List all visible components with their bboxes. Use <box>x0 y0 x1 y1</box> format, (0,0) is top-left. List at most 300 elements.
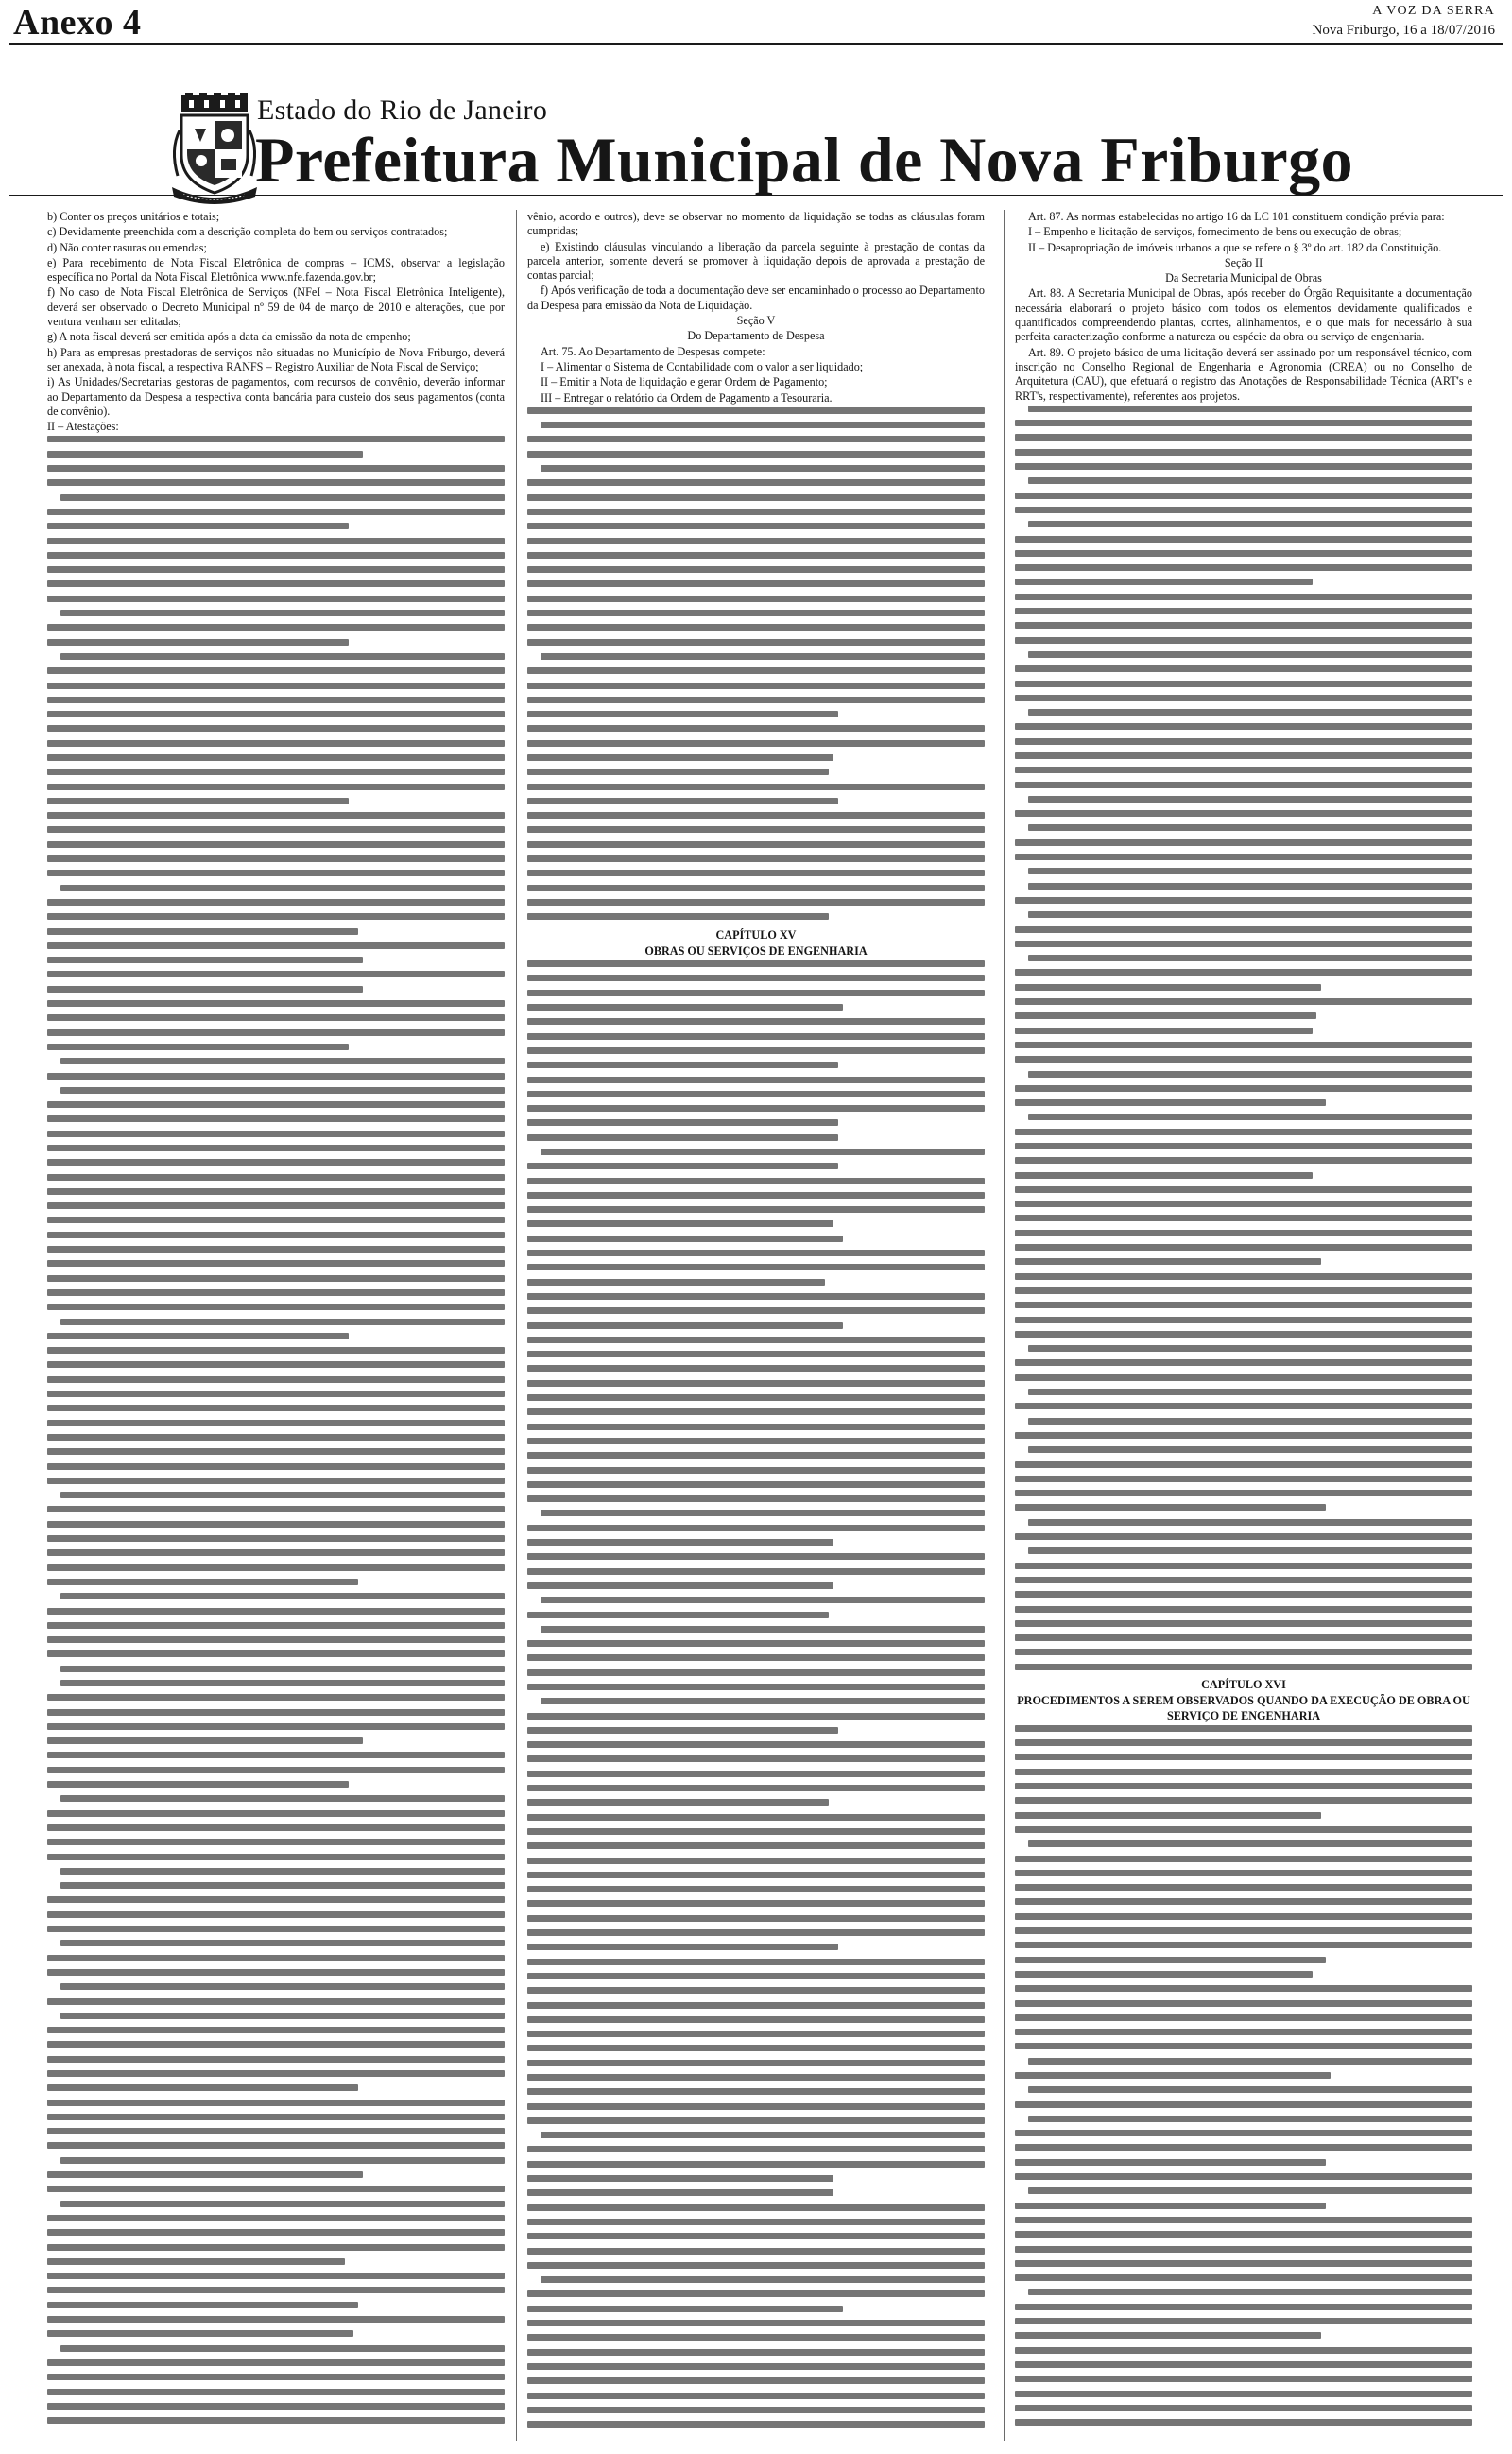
text-line <box>527 2377 985 2384</box>
text-line <box>47 1246 505 1253</box>
chapter-title: OBRAS OU SERVIÇOS DE ENGENHARIA <box>644 943 868 958</box>
text-line <box>1028 2116 1472 2122</box>
text-line <box>47 1232 505 1238</box>
text-line <box>47 1145 505 1151</box>
text-line <box>47 1535 505 1542</box>
text-line <box>1015 2203 1326 2209</box>
text-line <box>541 1626 985 1633</box>
text-line <box>527 1525 985 1531</box>
paragraph: II – Desapropriação de imóveis urbanos a que se refere o § 3º do art. 182 da Constituição. <box>1028 240 1442 254</box>
text-line <box>1015 564 1472 571</box>
text-line <box>1015 1664 1472 1670</box>
text-line <box>541 653 985 660</box>
text-line <box>1028 1446 1472 1453</box>
text-line <box>47 1361 505 1368</box>
text-line <box>47 552 505 559</box>
text-line <box>47 1434 505 1441</box>
text-line <box>527 2349 985 2356</box>
text-line <box>47 1405 505 1411</box>
text-line <box>47 1896 505 1903</box>
text-line <box>1015 2332 1321 2339</box>
text-line <box>1015 1490 1472 1496</box>
text-line <box>1015 1754 1472 1760</box>
text-line <box>1015 2274 1472 2281</box>
text-line <box>47 1767 505 1773</box>
text-line <box>47 2084 358 2091</box>
text-line <box>527 2262 985 2269</box>
text-line <box>1015 2304 1472 2310</box>
text-line <box>47 580 505 587</box>
text-line <box>1015 926 1472 933</box>
text-line <box>1028 2086 1472 2093</box>
text-line <box>527 1279 825 1286</box>
text-line <box>1015 752 1472 759</box>
text-line <box>527 566 985 573</box>
text-line <box>1015 1056 1472 1063</box>
text-line <box>47 1854 505 1860</box>
text-line <box>1015 665 1472 672</box>
text-line <box>47 2041 505 2048</box>
text-line <box>47 1650 505 1657</box>
text-line <box>1015 1201 1472 1207</box>
text-line <box>527 2407 985 2413</box>
text-line <box>1015 434 1472 441</box>
text-line <box>1015 941 1472 947</box>
text-line <box>47 2273 505 2279</box>
text-line <box>47 1188 505 1195</box>
paragraph: c) Devidamente preenchida com a descrição completa do bem ou serviços contratados; <box>47 225 448 239</box>
text-line <box>1015 1927 1472 1934</box>
text-line <box>47 436 505 442</box>
text-line <box>47 2302 358 2308</box>
text-line <box>1028 868 1472 874</box>
text-line <box>1028 1519 1472 1526</box>
text-line <box>527 667 985 674</box>
text-line <box>47 1926 505 1932</box>
text-line <box>527 1220 833 1227</box>
text-line <box>1028 651 1472 658</box>
text-line <box>47 740 505 747</box>
text-line <box>1015 1374 1472 1381</box>
text-line <box>527 1467 985 1474</box>
text-line <box>1015 2318 1472 2324</box>
text-line <box>1015 2260 1472 2267</box>
text-line <box>527 1713 985 1720</box>
text-line <box>1015 622 1472 629</box>
text-line <box>1015 2072 1331 2079</box>
text-line <box>527 552 985 559</box>
text-line <box>527 913 829 920</box>
text-line <box>527 1669 985 1676</box>
text-line <box>1015 1331 1472 1338</box>
text-line <box>47 798 349 804</box>
text-line <box>47 1709 505 1716</box>
text-line <box>541 2276 985 2283</box>
text-line <box>527 1828 985 1835</box>
text-line <box>1015 2217 1472 2223</box>
text-line <box>1015 594 1472 600</box>
text-line <box>1015 1359 1472 1366</box>
text-line <box>1015 2029 1472 2035</box>
text-line <box>1028 2187 1472 2194</box>
text-line <box>1028 1547 1472 1554</box>
text-line <box>527 2421 985 2428</box>
text-line <box>527 784 985 790</box>
text-line <box>47 1969 505 1976</box>
text-line <box>527 1380 985 1387</box>
text-line <box>47 1723 505 1730</box>
text-line <box>541 2132 985 2138</box>
text-line <box>47 1376 505 1383</box>
text-line <box>527 1163 838 1169</box>
text-line <box>527 1553 985 1560</box>
text-line <box>47 2287 505 2293</box>
text-line <box>527 697 985 703</box>
text-line <box>527 1900 985 1907</box>
text-line <box>1015 1783 1472 1789</box>
text-line <box>527 1785 985 1791</box>
text-line <box>1028 796 1472 803</box>
paragraph: e) Existindo cláusulas vinculando a liberação da parcela seguinte à prestação de contas da parcela anterior, somente deverá se promover à liquidação depois de aprovada a prestação de contas parcial; <box>527 239 985 283</box>
text-line <box>527 1206 985 1213</box>
text-line <box>527 1973 985 1979</box>
text-line <box>1015 1287 1472 1294</box>
body-text-lines <box>527 407 985 920</box>
text-line <box>527 1872 985 1878</box>
chapter-heading: CAPÍTULO XVI <box>1201 1677 1286 1691</box>
header-divider <box>9 43 1503 45</box>
text-line <box>1015 608 1472 614</box>
text-line <box>527 711 838 717</box>
text-line <box>527 740 985 747</box>
text-line <box>47 1202 505 1209</box>
text-line <box>47 986 363 993</box>
text-line <box>47 1044 349 1050</box>
text-line <box>1015 1563 1472 1569</box>
text-line <box>60 1983 505 1990</box>
text-line <box>60 2345 505 2352</box>
text-line <box>527 1018 985 1025</box>
text-line <box>1028 1114 1472 1120</box>
text-line <box>527 798 838 804</box>
text-line <box>47 624 505 631</box>
text-line <box>1015 1172 1313 1179</box>
text-line <box>1028 955 1472 961</box>
text-line <box>527 639 985 646</box>
text-line <box>47 754 505 761</box>
text-line <box>47 1304 505 1310</box>
section-title: Do Departamento de Despesa <box>687 329 825 343</box>
text-line <box>1015 463 1472 470</box>
text-line <box>1015 2000 1472 2007</box>
text-line <box>47 639 349 646</box>
paragraph: i) As Unidades/Secretarias gestoras de pagamentos, com recursos de convênio, deverão informar ao Departamento da Despesa a respectiva conta bancária para custeio dos seus pagamentos (conta de convênio). <box>47 375 505 418</box>
text-line <box>1015 2014 1472 2021</box>
text-line <box>1015 2419 1472 2426</box>
text-line <box>1015 854 1472 860</box>
text-line <box>527 1959 985 1965</box>
chapter-heading: CAPÍTULO XV <box>715 927 797 942</box>
section-heading: Seção II <box>1224 255 1263 269</box>
text-line <box>1015 2391 1472 2397</box>
text-line <box>47 1014 505 1021</box>
text-line <box>47 1131 505 1137</box>
text-line <box>47 957 363 963</box>
text-line <box>1015 2347 1472 2354</box>
text-line <box>527 2320 985 2326</box>
text-line <box>527 1684 985 1690</box>
text-line <box>527 509 985 515</box>
text-line <box>527 1929 985 1936</box>
text-line <box>1028 883 1472 890</box>
text-line <box>541 465 985 472</box>
text-line <box>527 754 833 761</box>
text-line <box>60 494 505 501</box>
text-line <box>1015 1591 1472 1598</box>
body-text-lines <box>527 960 985 2428</box>
text-line <box>1015 449 1472 456</box>
text-line <box>47 1810 505 1817</box>
text-line <box>527 580 985 587</box>
text-line <box>1015 1258 1321 1265</box>
text-line <box>47 1159 505 1166</box>
text-line <box>527 975 985 981</box>
text-line <box>1028 1389 1472 1395</box>
text-line <box>527 1077 985 1083</box>
text-line <box>527 610 985 616</box>
text-line <box>60 1940 505 1946</box>
text-line <box>527 725 985 732</box>
text-line <box>1015 637 1472 644</box>
text-line <box>1028 824 1472 831</box>
text-line <box>1015 1620 1472 1627</box>
text-line <box>1015 536 1472 543</box>
text-line <box>47 1391 505 1397</box>
text-line <box>1015 782 1472 788</box>
text-line <box>1015 681 1472 687</box>
paragraph: b) Conter os preços unitários e totais; <box>47 210 220 223</box>
text-line <box>47 928 358 935</box>
text-line <box>1015 2159 1326 2166</box>
text-line <box>527 855 985 862</box>
text-line <box>541 1698 985 1704</box>
text-line <box>527 1236 843 1242</box>
text-line <box>527 2060 985 2066</box>
text-line <box>47 769 505 775</box>
text-line <box>527 1134 838 1141</box>
text-line <box>47 913 505 920</box>
text-line <box>527 1814 985 1821</box>
text-line <box>527 2248 985 2255</box>
body-text-lines <box>47 436 505 2424</box>
text-line <box>47 1275 505 1282</box>
text-line <box>47 596 505 602</box>
text-line <box>47 812 505 819</box>
text-line <box>527 1741 985 1748</box>
text-line <box>47 1420 505 1426</box>
text-line <box>1015 2043 1472 2049</box>
text-line <box>1015 1856 1472 1862</box>
text-line <box>527 1033 985 1040</box>
paragraph: g) A nota fiscal deverá ser emitida após a data da emissão da nota de empenho; <box>47 330 411 344</box>
text-line <box>527 1178 985 1184</box>
text-line <box>527 1452 985 1459</box>
text-line <box>47 2215 505 2221</box>
text-line <box>1028 521 1472 527</box>
text-line <box>60 1795 505 1802</box>
text-line <box>527 2146 985 2152</box>
text-line <box>1015 767 1472 773</box>
text-line <box>527 2189 833 2196</box>
text-line <box>47 523 349 529</box>
text-line <box>1028 2058 1472 2065</box>
text-line <box>527 523 985 529</box>
text-line <box>527 1886 985 1892</box>
text-line <box>1015 1606 1472 1613</box>
text-line <box>47 2128 505 2134</box>
text-line <box>47 1955 505 1961</box>
text-line <box>527 1915 985 1922</box>
text-line <box>1015 1461 1472 1468</box>
text-line <box>1015 738 1472 745</box>
text-line <box>47 2330 353 2337</box>
text-line <box>1015 1577 1472 1583</box>
column-divider <box>1004 210 1005 2441</box>
paragraph: h) Para as empresas prestadoras de serviços não situadas no Município de Nova Friburgo, deverá ser anexada, à nota fiscal, a respectiva RANFS – Registro Auxiliar de Nota Fiscal de Serviço; <box>47 345 505 373</box>
text-line <box>47 1608 505 1615</box>
text-line <box>47 1824 505 1831</box>
text-line <box>47 2258 345 2265</box>
text-line <box>47 2316 505 2323</box>
text-line <box>1028 477 1472 484</box>
text-line <box>47 683 505 689</box>
text-line <box>1028 2289 1472 2295</box>
text-line <box>1015 984 1321 991</box>
text-line <box>47 1521 505 1528</box>
text-line <box>47 1174 505 1181</box>
text-line <box>527 769 829 775</box>
text-line <box>60 653 505 660</box>
text-line <box>527 2290 985 2297</box>
column-2 <box>527 210 985 2441</box>
text-line <box>47 2186 505 2192</box>
text-line <box>527 2161 985 2168</box>
text-line <box>60 1882 505 1889</box>
text-line <box>527 812 985 819</box>
text-line <box>1028 911 1472 918</box>
text-line <box>1028 406 1472 412</box>
text-line <box>47 1448 505 1455</box>
text-line <box>47 1694 505 1701</box>
body-text-lines <box>1015 406 1472 1670</box>
running-header <box>0 0 1512 45</box>
text-line <box>527 1192 985 1199</box>
text-line <box>47 2403 505 2410</box>
text-line <box>527 407 985 414</box>
text-line <box>47 841 505 848</box>
text-line <box>47 1101 505 1108</box>
text-line <box>527 1424 985 1430</box>
text-line <box>47 667 505 674</box>
body-text-lines <box>1015 1725 1472 2426</box>
text-line <box>47 1000 505 1007</box>
paragraph: II – Emitir a Nota de liquidação e gerar Ordem de Pagamento; <box>541 375 828 389</box>
text-line <box>527 960 985 967</box>
text-line <box>1015 1028 1313 1034</box>
text-line <box>1015 839 1472 846</box>
text-line <box>60 1492 505 1498</box>
text-line <box>1015 1985 1472 1992</box>
text-line <box>1015 1317 1472 1323</box>
text-line <box>47 2142 505 2149</box>
text-line <box>527 1539 833 1546</box>
text-line <box>1015 2130 1472 2136</box>
text-line <box>47 451 363 458</box>
text-line <box>1015 1649 1472 1655</box>
text-line <box>1015 1143 1472 1149</box>
text-line <box>47 1998 505 2005</box>
text-line <box>1015 493 1472 499</box>
text-line <box>47 784 505 790</box>
text-line <box>1015 1739 1472 1746</box>
text-line <box>527 2016 985 2023</box>
text-line <box>1028 1840 1472 1847</box>
text-line <box>60 885 505 891</box>
text-line <box>1015 810 1472 817</box>
text-line <box>527 2393 985 2399</box>
text-line <box>1015 1215 1472 1221</box>
text-line <box>47 2359 505 2366</box>
text-line <box>60 2201 505 2207</box>
text-line <box>47 870 505 876</box>
text-line <box>1015 1797 1472 1804</box>
text-line <box>1015 1186 1472 1193</box>
text-line <box>1028 1071 1472 1078</box>
text-line <box>527 2363 985 2370</box>
text-line <box>527 1771 985 1777</box>
text-line <box>527 2031 985 2037</box>
text-line <box>1015 507 1472 513</box>
text-line <box>1015 1244 1472 1251</box>
text-line <box>527 2045 985 2051</box>
text-line <box>527 870 985 876</box>
section-title: Da Secretaria Municipal de Obras <box>1165 271 1322 285</box>
text-line <box>47 1549 505 1556</box>
text-line <box>1015 1634 1472 1641</box>
text-line <box>60 1058 505 1064</box>
text-line <box>527 1612 829 1618</box>
paragraph: vênio, acordo e outros), deve se observar no momento da liquidação se todas as cláusulas foram cumpridas; <box>527 210 985 238</box>
government-name: Prefeitura Municipal de Nova Friburgo <box>255 124 1353 196</box>
text-line <box>1028 1345 1472 1352</box>
text-line <box>1015 2376 1472 2382</box>
text-line <box>1015 2246 1472 2253</box>
text-line <box>1015 1942 1472 1948</box>
text-line <box>47 1781 349 1788</box>
text-line <box>1015 1504 1326 1511</box>
text-line <box>1015 550 1472 557</box>
text-line <box>1015 1432 1472 1439</box>
text-line <box>527 990 985 996</box>
text-line <box>47 826 505 833</box>
text-line <box>1015 969 1472 976</box>
text-line <box>47 1737 363 1744</box>
text-line <box>527 596 985 602</box>
text-line <box>47 1564 505 1571</box>
paragraph: I – Alimentar o Sistema de Contabilidade com o valor a ser liquidado; <box>541 359 864 373</box>
text-line <box>541 1597 985 1603</box>
annex-label: Anexo 4 <box>13 3 142 43</box>
